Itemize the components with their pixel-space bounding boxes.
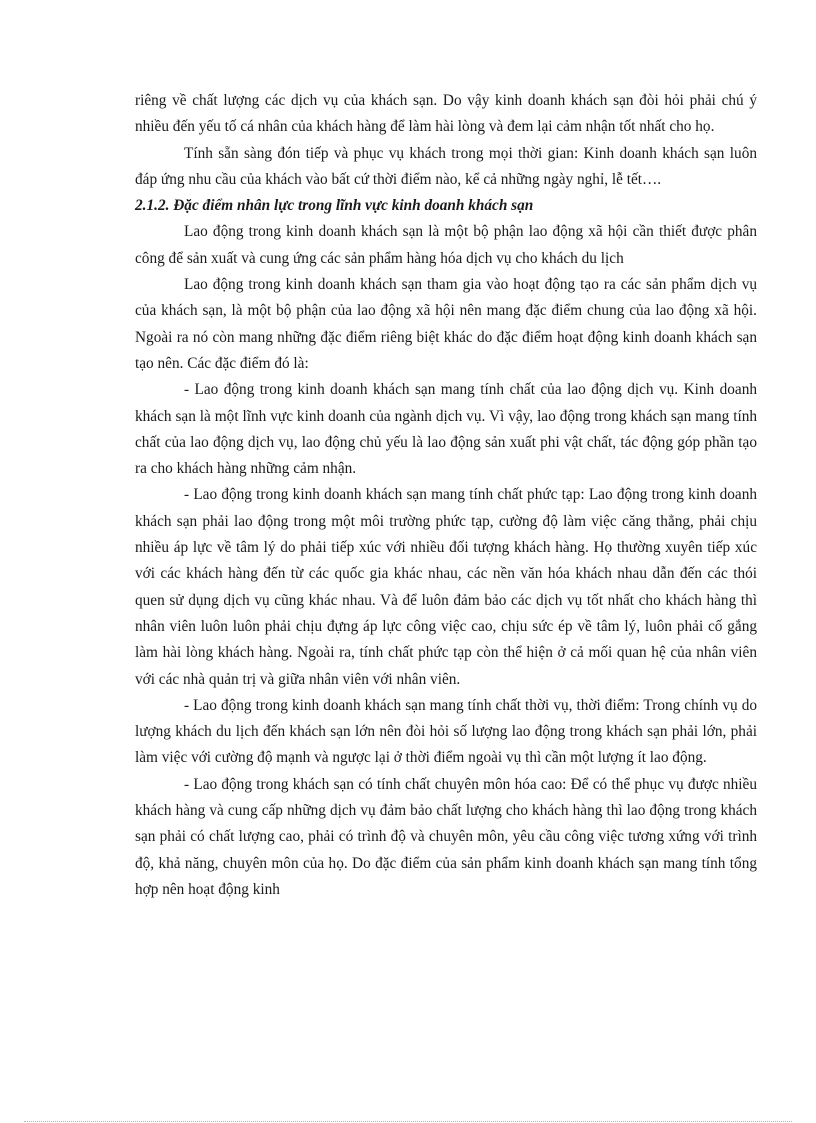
page-bottom-divider xyxy=(24,1121,792,1122)
list-paragraph: - Lao động trong khách sạn có tính chất chuyên môn hóa cao: Để có thể phục vụ được nhiều khách hàng và cung cấp những dịch vụ đảm bảo chất lượng cho khách hàng thì lao động trong khách sạn phải có chất lượng cao, phải có trình độ và chuyên môn, yêu cầu công việc tương xứng với trình độ, khả năng, chuyên môn của họ. Do đặc điểm của sản phẩm kinh doanh khách sạn mang tính tổng hợp nên hoạt động kinh xyxy=(135,775,757,898)
paragraph: Lao động trong kinh doanh khách sạn là một bộ phận lao động xã hội cần thiết được phân công để sản xuất và cung ứng các sản phẩm hàng hóa dịch vụ cho khách du lịch xyxy=(135,223,757,267)
list-paragraph: - Lao động trong kinh doanh khách sạn mang tính chất phức tạp: Lao động trong kinh doanh khách sạn phải lao động trong một môi trường phức tạp, cường độ làm việc căng thẳng, phải chịu nhiều áp lực về tâm lý do phải tiếp xúc với nhiều đối tượng khách hàng. Họ thường xuyên tiếp xúc với các khách hàng đến từ các quốc gia khác nhau, các nền văn hóa khách nhau dẫn đến các thói quen sử dụng dịch vụ cũng khác nhau. Và để luôn đảm bảo các dịch vụ tốt nhất cho khách hàng thì nhân viên luôn luôn phải chịu đựng áp lực công việc cao, chịu sức ép về tâm lý, luôn phải cố gắng làm hài lòng khách hàng. Ngoài ra, tính chất phức tạp còn thể hiện ở cả mối quan hệ của nhân viên với các nhà quản trị và giữa nhân viên với nhân viên. xyxy=(135,486,757,688)
paragraph: Lao động trong kinh doanh khách sạn tham gia vào hoạt động tạo ra các sản phẩm dịch vụ của khách sạn, là một bộ phận của lao động xã hội nên mang đặc điểm chung của lao động xã hội. Ngoài ra nó còn mang những đặc điểm riêng biệt khác do đặc điểm hoạt động kinh doanh khách sạn tạo nên. Các đặc điểm đó là: xyxy=(135,276,757,372)
paragraph: riêng về chất lượng các dịch vụ của khách sạn. Do vậy kinh doanh khách sạn đòi hỏi phải chú ý nhiều đến yếu tố cá nhân của khách hàng để làm hài lòng và đem lại cảm nhận tốt nhất cho họ. xyxy=(135,92,757,136)
paragraph: Tính sẵn sàng đón tiếp và phục vụ khách trong mọi thời gian: Kinh doanh khách sạn luôn đáp ứng nhu cầu của khách vào bất cứ thời điểm nào, kể cả những ngày nghỉ, lễ tết…. xyxy=(135,144,757,188)
list-paragraph: - Lao động trong kinh doanh khách sạn mang tính chất của lao động dịch vụ. Kinh doanh khách sạn là một lĩnh vực kinh doanh của ngành dịch vụ. Vì vậy, lao động trong khách sạn mang tính chất của lao động dịch vụ, lao động chủ yếu là lao động sản xuất phi vật chất, tác động góp phần tạo ra cho khách hàng những cảm nhận. xyxy=(135,381,757,478)
section-heading: 2.1.2. Đặc điểm nhân lực trong lĩnh vực kinh doanh khách sạn xyxy=(135,197,534,215)
document-page xyxy=(135,88,757,903)
list-paragraph: - Lao động trong kinh doanh khách sạn mang tính chất thời vụ, thời điểm: Trong chính vụ do lượng khách du lịch đến khách sạn lớn nên đòi hỏi số lượng lao động trong khách sạn phải lớn, phải làm việc với cường độ mạnh và ngược lại ở thời điểm ngoài vụ thì cần một lượng ít lao động. xyxy=(135,696,757,767)
